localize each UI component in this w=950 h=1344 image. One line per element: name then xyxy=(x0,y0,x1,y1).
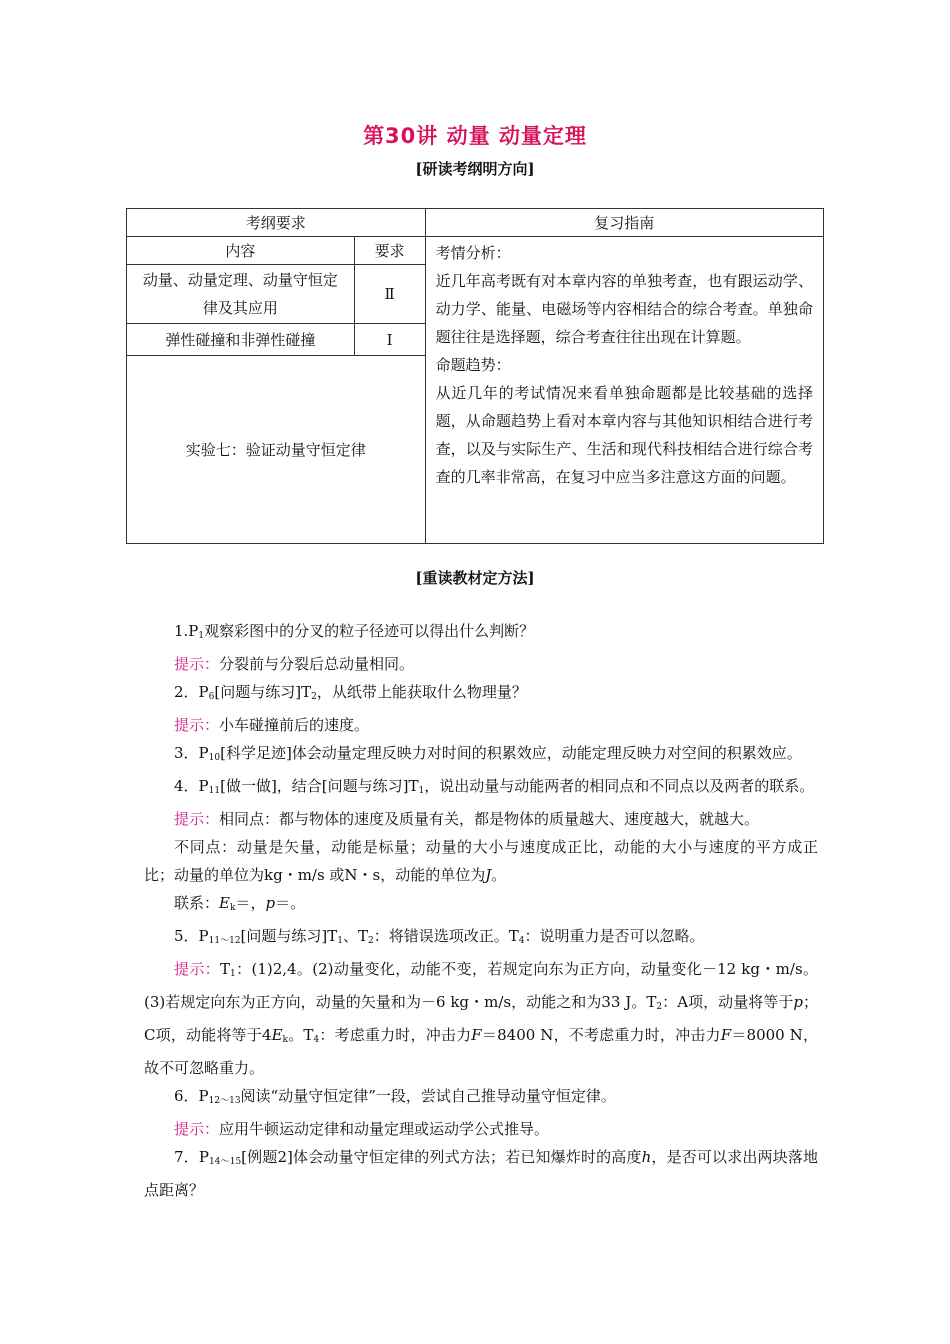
table-row-content: 动量、动量定理、动量守恒定律及其应用 xyxy=(127,265,355,324)
answer-5: 提示：$T_1$：(1)2,4。(2)动量变化，动能不变，若规定向东为正方向，动量变化－12 kg・m/s。(3)若规定向东为正方向，动量的矢量和为－6 kg・m/s，动能之和为33 J。$T_2$：A项，动量将等于p；C项，动能将等于$4E_k$。$T_4$：考虑重力时，冲击力F＝8400 N，不考虑重力时，冲击力F＝8000 N，故不可忽略重力。 xyxy=(144,960,818,1077)
table-subheader-content: 内容 xyxy=(127,237,355,265)
answer-4-difference: 不同点：动量是矢量，动能是标量；动量的大小与速度成正比，动能的大小与速度的平方成正比；动量的单位为kg・m/s 或N・s，动能的单位为J。 xyxy=(144,838,818,884)
question-5: 5．$P_{11\sim 12}$[问题与练习]$T_1$、$T_2$：将错误选项改正。$T_4$：说明重力是否可以忽略。 xyxy=(174,927,705,946)
question-list xyxy=(144,617,818,1204)
hint-label: 提示： xyxy=(174,960,221,978)
answer-1: 提示：分裂前与分裂后总动量相同。 xyxy=(174,655,415,673)
table-header-syllabus: 考纲要求 xyxy=(127,209,426,237)
page-title: 第30讲 动量 动量定理 xyxy=(363,124,587,148)
answer-4-relation: 联系：$E_k=$，p＝。 xyxy=(174,894,306,913)
table-row-content: 弹性碰撞和非弹性碰撞 xyxy=(127,324,355,356)
question-2: 2．$P_6$[问题与练习]$T_2$，从纸带上能获取什么物理量？ xyxy=(174,683,527,702)
question-1: $1.P_1$观察彩图中的分叉的粒子径迹可以得出什么判断？ xyxy=(174,622,535,641)
hint-label: 提示： xyxy=(174,655,220,673)
question-6: 6．$P_{12\sim 13}$阅读“动量守恒定律”一段，尝试自己推导动量守恒定律。 xyxy=(174,1087,616,1106)
question-4: 4．$P_{11}$[做一做]，结合[问题与练习]$T_1$，说出动量与动能两者的相同点和不同点以及两者的联系。 xyxy=(174,777,815,796)
question-7: 7．$P_{14\sim 15}$[例题2]体会动量守恒定律的列式方法；若已知爆炸时的高度h，是否可以求出两块落地点距离？ xyxy=(144,1148,818,1199)
section-heading-textbook: [重读教材定方法] xyxy=(415,569,535,587)
answer-4: 提示：相同点：都与物体的速度及质量有关，都是物体的质量越大、速度越大，就越大。 xyxy=(174,810,760,828)
analysis-text: 近几年高考既有对本章内容的单独考查，也有跟运动学、动力学、能量、电磁场等内容相结合的综合考查。单独命题往往是选择题，综合考查往往出现在计算题。 xyxy=(435,272,813,346)
syllabus-table xyxy=(126,208,824,544)
hint-label: 提示： xyxy=(174,1120,220,1138)
answer-6: 提示：应用牛顿运动定律和动量定理或运动学公式推导。 xyxy=(174,1120,550,1138)
section-heading-syllabus: [研读考纲明方向] xyxy=(415,160,535,178)
trend-label: 命题趋势： xyxy=(435,356,511,374)
hint-label: 提示： xyxy=(174,716,220,734)
table-header-guide: 复习指南 xyxy=(425,209,823,237)
table-row-content: 实验七：验证动量守恒定律 xyxy=(127,356,426,544)
table-subheader-requirement: 要求 xyxy=(354,237,425,265)
trend-text: 从近几年的考试情况来看单独命题都是比较基础的选择题，从命题趋势上看对本章内容与其他知识相结合进行考查，以及与实际生产、生活和现代科技相结合进行综合考查的几率非常高，在复习中应当多注意这方面的问题。 xyxy=(435,384,813,486)
review-guide-cell xyxy=(425,237,823,544)
answer-2: 提示：小车碰撞前后的速度。 xyxy=(174,716,370,734)
hint-label: 提示： xyxy=(174,810,220,828)
table-row-level: Ⅱ xyxy=(354,265,425,324)
analysis-label: 考情分析： xyxy=(435,244,511,262)
question-3: 3．$P_{10}$[科学足迹]体会动量定理反映力对时间的积累效应，动能定理反映力对空间的积累效应。 xyxy=(174,744,802,763)
table-row-level: Ⅰ xyxy=(354,324,425,356)
